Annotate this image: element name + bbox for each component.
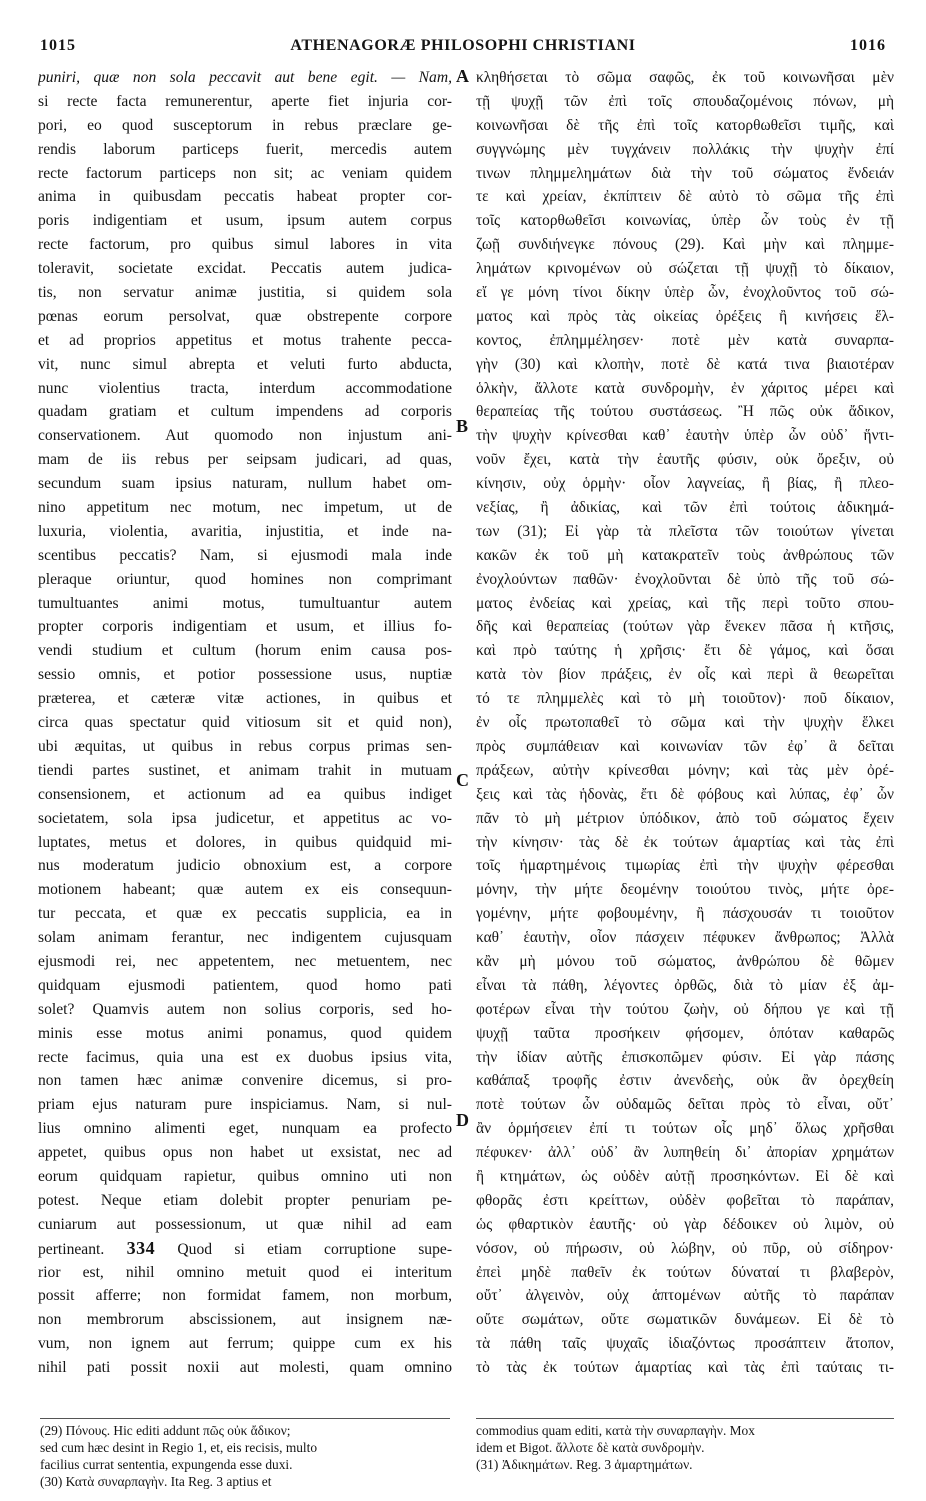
latin-text-line: nino appetitum nec motum, nec impetum, ut de	[38, 499, 452, 517]
latin-text-line: nus moderatum judicio obnoxium est, a corpore	[38, 857, 452, 875]
greek-text-line: κακῶν ἐκ τοῦ μὴ κατακρατεῖν τοὺς ἀνθρώπους τῶν	[476, 546, 894, 564]
greek-text-line: νεξίας, ἢ ἀδικίας, καὶ τῶν ἐπὶ τούτοις ἀδικημά-	[476, 499, 894, 517]
latin-text-line: ejusmodi rei, nec appetentem, nec metuentem, nec	[38, 952, 452, 970]
greek-text-line: συγγνώμης μὲν τυγχάνειν πολλάκις τὴν ψυχὴν ἐπί	[476, 140, 894, 158]
greek-text-line: τό τε πλημμελὲς καὶ τὸ μὴ τοιοῦτον)· ποῦ δίκαιον,	[476, 690, 894, 708]
latin-text-line: vendi studium et cultum (horum enim causa pos-	[38, 642, 452, 660]
latin-text-line: et ad proprios appetitus et motus trahente pecca-	[38, 331, 452, 349]
latin-text-line: pleraque oriuntur, quod homines non comprimant	[38, 570, 452, 588]
footnote-line: commodius quam editi, κατὰ τὴν συναρπαγὴν. Mox	[476, 1423, 755, 1438]
latin-text-line: vit, nunc simul abrepta et veluti furto abducta,	[38, 355, 452, 373]
greek-text-line: πέφυκεν· ἀλλ᾽ οὐδ᾽ ἂν λυπηθείη δι᾽ ἀπορίαν χρημάτων	[476, 1144, 894, 1162]
latin-text-line: vum, non ignem aut ferrum; quippe cum ex his	[38, 1335, 452, 1353]
greek-text-line: φοτέρων εἶναι τὴν τούτου ζωὴν, οὐ δήπου γε καὶ τῇ	[476, 1000, 894, 1018]
greek-text-line: νόσον, οὐ πήρωσιν, οὐ λώβην, οὐ πῦρ, οὐ σίδηρον·	[476, 1239, 894, 1257]
greek-text-line: οὔτε σωμάτων, οὔτε σωματικῶν δυνάμεων. Εἰ δὲ τὸ	[476, 1311, 894, 1329]
section-marker-c: C	[456, 770, 469, 790]
latin-text-line: tur peccata, et quæ ex peccatis supplicia, ea in	[38, 905, 452, 923]
greek-text-line: καθάπαξ τροφῆς ἐστιν ἀνενδεὴς, οὐκ ἂν ὀρεχθείη	[476, 1072, 894, 1090]
greek-text-line: οὔτ᾽ ἀλγεινὸν, οὐχ ἁπτομένων αὐτῆς τὸ παράπαν	[476, 1287, 894, 1305]
latin-text-line: sessio omnis, et potior possessione usus, nuptiæ	[38, 666, 452, 684]
greek-text-line: εἶναι τὰ πάθη, λέγοντες ὀρθῶς, διὰ τὸ μίαν ἐξ ἀμ-	[476, 976, 894, 994]
footnote-rule-right	[476, 1418, 894, 1419]
greek-text-line: κἂν μὴ μόνου τοῦ σώματος, ἀνθρώπου δὲ θῶμεν	[476, 952, 894, 970]
greek-text-line: των (31); Εἰ γὰρ τὰ πλεῖστα τῶν τοιούτων γίνεται	[476, 522, 894, 540]
latin-text-line: motionem habeant; quæ autem ex eis consequun-	[38, 881, 452, 899]
greek-text-line: νοῦν ἔχει, κατὰ τὴν ἑαυτῆς φύσιν, οὐκ ὄρεξιν, οὐ	[476, 451, 894, 469]
greek-text-line: καὶ πρὸ ταύτης ἡ χρῆσις· ἔτι δὲ γάμος, καὶ ὅσαι	[476, 642, 894, 660]
latin-text-line: societatem, sola ipsa judicetur, et appetitus ac vo-	[38, 809, 452, 827]
footnote-line: (29) Πόνους. Hic editi addunt πῶς οὐκ ἄδικον;	[40, 1423, 291, 1438]
greek-text-line: ἐνοχλούντων παθῶν· ἐνοχλοῦνται δὲ ὑπὸ τῆς τοῦ σώ-	[476, 570, 894, 588]
greek-text-line: μόνην, τὴν μήτε δεομένην τοιούτου τινὸς, μήτε ὀρε-	[476, 881, 894, 899]
section-marker-b: B	[456, 416, 469, 436]
greek-text-line: ματος ἐνδείας καὶ χρείας, καὶ τῆς περὶ τοῦτο σπου-	[476, 594, 894, 612]
latin-text-line: quadam gratiam et cultum impendens ad corporis	[38, 403, 452, 421]
page-number-right: 1016	[850, 37, 886, 54]
section-marker-d: D	[456, 1110, 469, 1130]
greek-text-line: κοινωνῆσαι δὲ τῆς ἐπὶ τοῖς κατορθωθεῖσι τιμῆς, καὶ	[476, 116, 894, 134]
greek-text-line: πᾶν τὸ μὴ μέτριον ὑπόδικον, ἀπὸ τοῦ σώματος ἔχειν	[476, 809, 894, 827]
greek-text-line: τοῖς κατορθωθεῖσι κοινωνίας, ὑπὲρ ὧν τοὺς ἐν τῇ	[476, 212, 894, 230]
greek-text-line: καθ᾽ ἑαυτὴν, οἷον πάσχειν πέφυκεν ἄνθρωπος; Ἀλλὰ	[476, 929, 894, 947]
latin-text-line: cuniarum aut possessionum, ut quæ nihil ad eam	[38, 1215, 452, 1233]
latin-text-line: non membrorum abscissionem, aut insignem næ-	[38, 1311, 452, 1329]
greek-text-line: ἂν ὁρμήσειεν ἐπί τι τούτων οἷς μηδ᾽ ὅλως χρῆσθαι	[476, 1120, 894, 1138]
greek-column	[476, 66, 894, 1380]
greek-text-line: τὴν κίνησιν· τὰς δὲ ἐκ τούτων ἁμαρτίας καὶ τὰς ἐπὶ	[476, 833, 894, 851]
latin-text-line: si recte facta remunerentur, aperte fiet injuria cor-	[38, 92, 452, 110]
latin-text-line: anima in quibusdam peccatis habeat propter cor-	[38, 188, 452, 206]
latin-text-line: conservationem. Aut quomodo non injustum ani-	[38, 427, 452, 445]
greek-text-line: τὸ τὰς ἐκ τούτων ἁμαρτίας καὶ τὰς ἐπὶ ταύταις τι-	[476, 1359, 894, 1377]
greek-text-line: τὴν ἰδίαν αὐτῆς ἐπισκοπῶμεν φύσιν. Εἰ γὰρ πάσης	[476, 1048, 894, 1066]
running-title: ATHENAGORÆ PHILOSOPHI CHRISTIANI	[290, 37, 636, 54]
greek-text-line: πρὸς συμπάθειαν καὶ κοινωνίαν τῶν ἐφ᾽ ἃ δεῖται	[476, 737, 894, 755]
latin-text-line: nihil pati possit noxii aut molesti, quam omnino	[38, 1359, 452, 1377]
greek-text-line: τοῖς ἡμαρτημένοις τιμωρίας ἐπὶ τὴν ψυχὴν φέρεσθαι	[476, 857, 894, 875]
greek-text-line: ζωῇ συνδιήνεγκε πόνους (29). Καὶ μὴν καὶ πλημμε-	[476, 236, 894, 254]
latin-text-line: rior est, nihil omnino metuit quod ei interitum	[38, 1263, 452, 1281]
footnote-line: idem et Bigot. ἄλλοτε δὲ κατὰ συνδρομὴν.	[476, 1440, 705, 1455]
latin-text-line: potest. Neque etiam dolebit propter penuriam pe-	[38, 1191, 452, 1209]
latin-text-line: minis esse motus animi ponamus, quod quidem	[38, 1024, 452, 1042]
greek-text-line: πράξεων, αὐτὴν κρίνεσθαι μόνην; καὶ τὰς μὲν ὀρέ-	[476, 761, 894, 779]
latin-text-line	[38, 1237, 452, 1261]
greek-text-line: ματος καὶ πρὸς τὰς οἰκείας ὀρέξεις ἢ κινήσεις ἕλ-	[476, 307, 894, 325]
greek-text-line: γομένην, μήτε φοβουμένην, ἢ πάσχουσάν τι τοιοῦτον	[476, 905, 894, 923]
latin-text-line: solet? Quamvis autem non solius corporis, sed ho-	[38, 1000, 452, 1018]
latin-text-line: recte factorum, pro quibus simul labores in vita	[38, 236, 452, 254]
greek-text-line: τῇ ψυχῇ τῶν ἐπὶ τοῖς σπουδαζομένοις πόνων, μὴ	[476, 92, 894, 110]
latin-text-line: recte factorum particeps non sit; ac veniam quidem	[38, 164, 452, 182]
greek-text-line: δῆς καὶ θεραπείας (τούτων γὰρ ἕνεκεν πᾶσα ἡ κτῆσις,	[476, 618, 894, 636]
greek-text-line: τε καὶ χρείαν, ἐκπίπτειν δὲ αὐτὸ τὸ σῶμα τῆς ἐπὶ	[476, 188, 894, 206]
greek-text-line: φθορᾶς ἐστι κρείττων, οὐδὲν φοβεῖται τὸ παράπαν,	[476, 1191, 894, 1209]
latin-text-line: puniri, quæ non sola peccavit aut bene egit. — Nam,	[38, 69, 452, 86]
greek-text-line: ἐν οἷς πρωτοπαθεῖ τὸ σῶμα καὶ τὴν ψυχὴν ἕλκει	[476, 714, 894, 732]
greek-text-line: ξεις καὶ τὰς ἡδονὰς, ἔτι δὲ φόβους καὶ λύπας, ἐφ᾽ ὧν	[476, 785, 894, 803]
latin-text-line: luxuria, violentia, avaritia, injustitia, et inde na-	[38, 522, 452, 540]
latin-text-line: non tamen hæc animæ convenire dicemus, si pro-	[38, 1072, 452, 1090]
greek-text-line: κατὰ τὸν βίον πράξεις, ἐν οἷς καὶ περὶ ἃ θεωρεῖται	[476, 666, 894, 684]
latin-text-line: pori, eo quod susceptorum in rebus præclare ge-	[38, 116, 452, 134]
footnote-line: sed cum hæc desint in Regio 1, et, eis recisis, multo	[40, 1440, 318, 1455]
latin-text-line: propter corporis indigentiam et usum, et illius fo-	[38, 618, 452, 636]
greek-text-line: ὡς φθαρτικὸν ἑαυτῆς· οὐ γὰρ δέδοικεν οὐ λιμὸν, οὐ	[476, 1215, 894, 1233]
footnotes-right	[476, 1422, 894, 1473]
latin-text-line: toleravit, societate excidat. Peccatis autem judica-	[38, 260, 452, 278]
greek-text-line: ποτὲ τούτων ὧν οὐδαμῶς δεῖται πρὸς τὸ εἶναι, οὔτ᾽	[476, 1096, 894, 1114]
latin-line-fragment: Quod si etiam corruptione supe-	[177, 1240, 452, 1258]
latin-text-line: secundum suam ipsius naturam, nullum habet om-	[38, 475, 452, 493]
footnote-line: (30) Κατὰ συναρπαγὴν. Ita Reg. 3 aptius et	[40, 1474, 272, 1489]
latin-column	[38, 66, 452, 1380]
latin-text-line: possit afferre; non formidat famem, non morbum,	[38, 1287, 452, 1305]
greek-text-line: ὁλκὴν, ἄλλοτε κατὰ συνδρομὴν, ἐν χάριτος μέρει καὶ	[476, 379, 894, 397]
latin-text-line: priam ejus naturam pure inspiciamus. Nam, si nul-	[38, 1096, 452, 1114]
latin-text-line: pœnas eorum persolvat, quæ obstrepente corpore	[38, 307, 452, 325]
greek-text-line: ἐπεὶ μηδὲ παθεῖν ἐκ τούτων δύναταί τι βλαβερὸν,	[476, 1263, 894, 1281]
footnote-line: (31) Ἀδικημάτων. Reg. 3 ἁμαρτημάτων.	[476, 1457, 693, 1472]
greek-text-line: ψυχῇ ταῦτα προσήκειν φήσομεν, ὁπόταν καθαρῶς	[476, 1024, 894, 1042]
latin-text-line: luptates, metus et dolores, in quibus quidquid mi-	[38, 833, 452, 851]
greek-text-line: εἴ γε μόνη τίνοι δίκην ὑπὲρ ὧν, ἐνοχλοῦντος τοῦ σώ-	[476, 284, 894, 302]
page-number-left: 1015	[40, 37, 76, 54]
latin-text-line: appetet, quibus opus non habet ut exsistat, nec ad	[38, 1144, 452, 1162]
latin-text-line: quidquam ejusmodi patientem, quod homo pati	[38, 976, 452, 994]
latin-text-line: ubi æquitas, ut quibus in rebus corpus primas sen-	[38, 737, 452, 755]
footnotes-left	[40, 1422, 450, 1490]
greek-text-line: τὰ πάθη ταῖς ψυχαῖς ἰδιαζόντως προσάπτειν ἄτοπον,	[476, 1335, 894, 1353]
latin-text-line: scentibus peccatis? Nam, si ejusmodi mala inde	[38, 546, 452, 564]
latin-text-line: nunc violentius tracta, interdum accommodatione	[38, 379, 452, 397]
footnote-line: facilius currat sententia, expungenda esse duxi.	[40, 1457, 293, 1472]
greek-text-line: τὴν ψυχὴν κρίνεσθαι καθ᾽ ἑαυτὴν ὑπὲρ ὧν οὐδ᾽ ἥντι-	[476, 427, 894, 445]
section-marker-a: A	[456, 66, 469, 86]
greek-text-line: κοντος, ἐπλημμέλησεν· ποτὲ μὲν κατὰ συναρπα-	[476, 331, 894, 349]
greek-text-line: θεραπείας τῆς τούτου συστάσεως. Ἢ πῶς οὐκ ἄδικον,	[476, 403, 894, 421]
latin-text-line: præterea, et cæteræ vitæ actiones, in quibus et	[38, 690, 452, 708]
footnote-rule-left	[40, 1418, 450, 1419]
latin-text-line: tiendi partes sustinet, et animam trahit in mutuam	[38, 761, 452, 779]
latin-text-line: poris indigentiam et usum, ipsum autem corpus	[38, 212, 452, 230]
latin-text-line: circa quas spectatur quid vitiosum sit et quid non),	[38, 714, 452, 732]
greek-text-line: κληθήσεται τὸ σῶμα σαφῶς, ἐκ τοῦ κοινωνῆσαι μὲν	[476, 69, 894, 86]
greek-text-line: κίνησιν, οὐχ ὁρμὴν· οἷον λαγνείας, ἢ βίας, ἢ πλεο-	[476, 475, 894, 493]
latin-text-line: tumultuantes animi motus, tumultuantur autem	[38, 594, 452, 612]
latin-text-line: eorum quidquam rapietur, quibus omnino uti non	[38, 1167, 452, 1185]
page-reference-number: 334	[126, 1237, 156, 1258]
latin-text-line: consensionem, et actionum ad ea quibus indiget	[38, 785, 452, 803]
latin-text-line: tis, non servatur animæ justitia, si quidem sola	[38, 284, 452, 302]
latin-line-fragment: pertineant.	[38, 1240, 105, 1258]
greek-text-line: τινων πλημμελημάτων διὰ τὴν τοῦ σώματος ἔνδειάν	[476, 164, 894, 182]
latin-text-line: rendis laborum particeps fuerit, mercedis autem	[38, 140, 452, 158]
latin-text-line: recte facimus, quia una est ex duobus ipsius vita,	[38, 1048, 452, 1066]
greek-text-line: ἢ κτημάτων, ὡς οὐδὲν αὐτῇ προσηκόντων. Εἰ δὲ καὶ	[476, 1167, 894, 1185]
greek-text-line: γὴν (30) καὶ κλοπὴν, ποτὲ δὲ κατά τινα βιαιοτέραν	[476, 355, 894, 373]
greek-text-line: λημάτων κρινομένων οὐ σώζεται τῇ ψυχῇ τὸ δίκαιον,	[476, 260, 894, 278]
latin-text-line: solam animam ferantur, nec indigentem cujusquam	[38, 929, 452, 947]
latin-text-line: lius omnino alimenti eget, nunquam ea profecto	[38, 1120, 452, 1138]
latin-text-line: mam de iis rebus per seipsam judicari, ad quas,	[38, 451, 452, 469]
